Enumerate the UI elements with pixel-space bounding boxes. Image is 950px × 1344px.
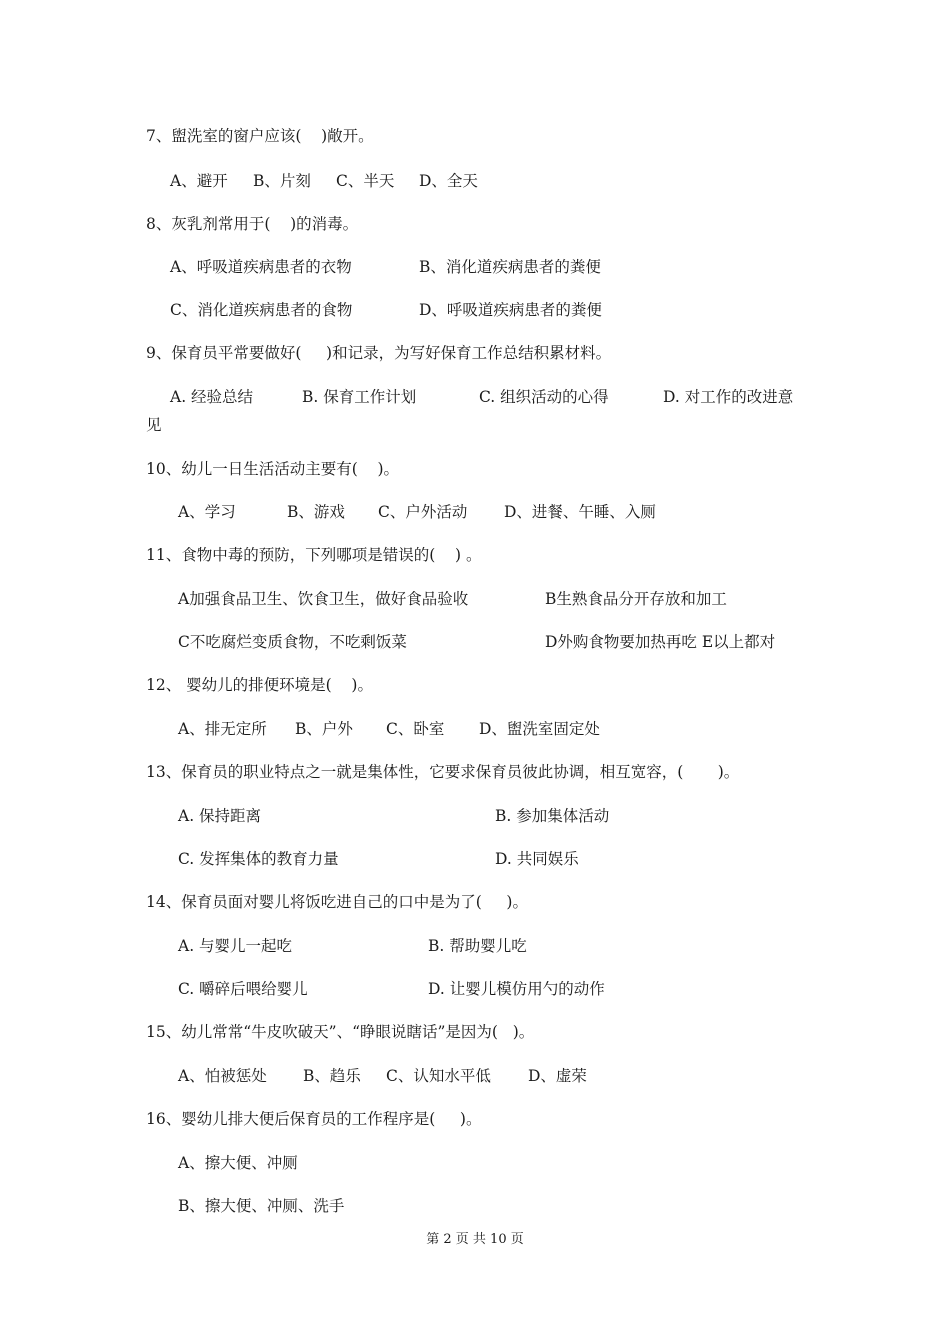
q11-option-d: D外购食物要加热再吃 E以上都对 — [545, 633, 776, 651]
question-14-stem: 14、保育员面对婴儿将饭吃进自己的口中是为了( )。 — [146, 893, 528, 911]
q9-option-d-wrap: 见 — [146, 416, 162, 434]
q8-option-c: C、消化道疾病患者的食物 — [170, 301, 353, 319]
q15-option-c: C、认知水平低 — [386, 1067, 491, 1085]
q12-option-c: C、卧室 — [386, 720, 445, 738]
question-11-stem: 11、食物中毒的预防，下列哪项是错误的( ) 。 — [146, 546, 482, 564]
q11-option-a: A加强食品卫生、饮食卫生，做好食品验收 — [178, 590, 469, 608]
q12-option-d: D、盥洗室固定处 — [479, 720, 600, 738]
q12-option-a: A、排无定所 — [178, 720, 267, 738]
question-12-stem: 12、 婴幼儿的排便环境是( )。 — [146, 676, 373, 694]
question-16-stem: 16、婴幼儿排大便后保育员的工作程序是( )。 — [146, 1110, 482, 1128]
q9-option-a: A. 经验总结 — [170, 388, 254, 406]
q13-option-b: B. 参加集体活动 — [495, 807, 610, 825]
q8-option-b: B、消化道疾病患者的粪便 — [419, 258, 601, 276]
q11-option-b: B生熟食品分开存放和加工 — [545, 590, 727, 608]
question-8-stem: 8、灰乳剂常用于( )的消毒。 — [146, 215, 359, 233]
q14-option-d: D. 让婴儿模仿用勺的动作 — [428, 980, 605, 998]
q7-option-b: B、片刻 — [253, 172, 311, 190]
q9-option-d: D. 对工作的改进意 — [663, 388, 794, 406]
q10-option-a: A、学习 — [178, 503, 236, 521]
q15-option-a: A、怕被惩处 — [178, 1067, 267, 1085]
q13-option-d: D. 共同娱乐 — [495, 850, 579, 868]
page-footer: 第 2 页 共 10 页 — [426, 1232, 524, 1247]
q10-option-d: D、进餐、午睡、入厕 — [504, 503, 656, 521]
q14-option-b: B. 帮助婴儿吃 — [428, 937, 527, 955]
q13-option-a: A. 保持距离 — [178, 807, 262, 825]
q16-option-a: A、擦大便、冲厕 — [178, 1154, 298, 1172]
question-9-stem: 9、保育员平常要做好( )和记录，为写好保育工作总结积累材料。 — [146, 344, 612, 362]
q11-option-c: C不吃腐烂变质食物，不吃剩饭菜 — [178, 633, 407, 651]
q7-option-c: C、半天 — [336, 172, 395, 190]
q7-option-a: A、避开 — [170, 172, 228, 190]
q9-option-b: B. 保育工作计划 — [302, 388, 417, 406]
q8-option-d: D、呼吸道疾病患者的粪便 — [419, 301, 602, 319]
question-13-stem: 13、保育员的职业特点之一就是集体性，它要求保育员彼此协调，相互宽容，( )。 — [146, 763, 740, 781]
q8-option-a: A、呼吸道疾病患者的衣物 — [170, 258, 352, 276]
q12-option-b: B、户外 — [295, 720, 353, 738]
q15-option-d: D、虚荣 — [528, 1067, 587, 1085]
q7-option-d: D、全天 — [419, 172, 478, 190]
q14-option-c: C. 嚼碎后喂给婴儿 — [178, 980, 308, 998]
q10-option-c: C、户外活动 — [378, 503, 468, 521]
q16-option-b: B、擦大便、冲厕、洗手 — [178, 1197, 345, 1215]
q10-option-b: B、游戏 — [287, 503, 345, 521]
question-15-stem: 15、幼儿常常“牛皮吹破天”、“睁眼说瞎话”是因为( )。 — [146, 1023, 535, 1041]
question-10-stem: 10、幼儿一日生活活动主要有( )。 — [146, 460, 400, 478]
question-7-stem: 7、盥洗室的窗户应该( )敞开。 — [146, 127, 374, 145]
q15-option-b: B、趋乐 — [303, 1067, 361, 1085]
q9-option-c: C. 组织活动的心得 — [479, 388, 609, 406]
q13-option-c: C. 发挥集体的教育力量 — [178, 850, 339, 868]
q14-option-a: A. 与婴儿一起吃 — [178, 937, 293, 955]
